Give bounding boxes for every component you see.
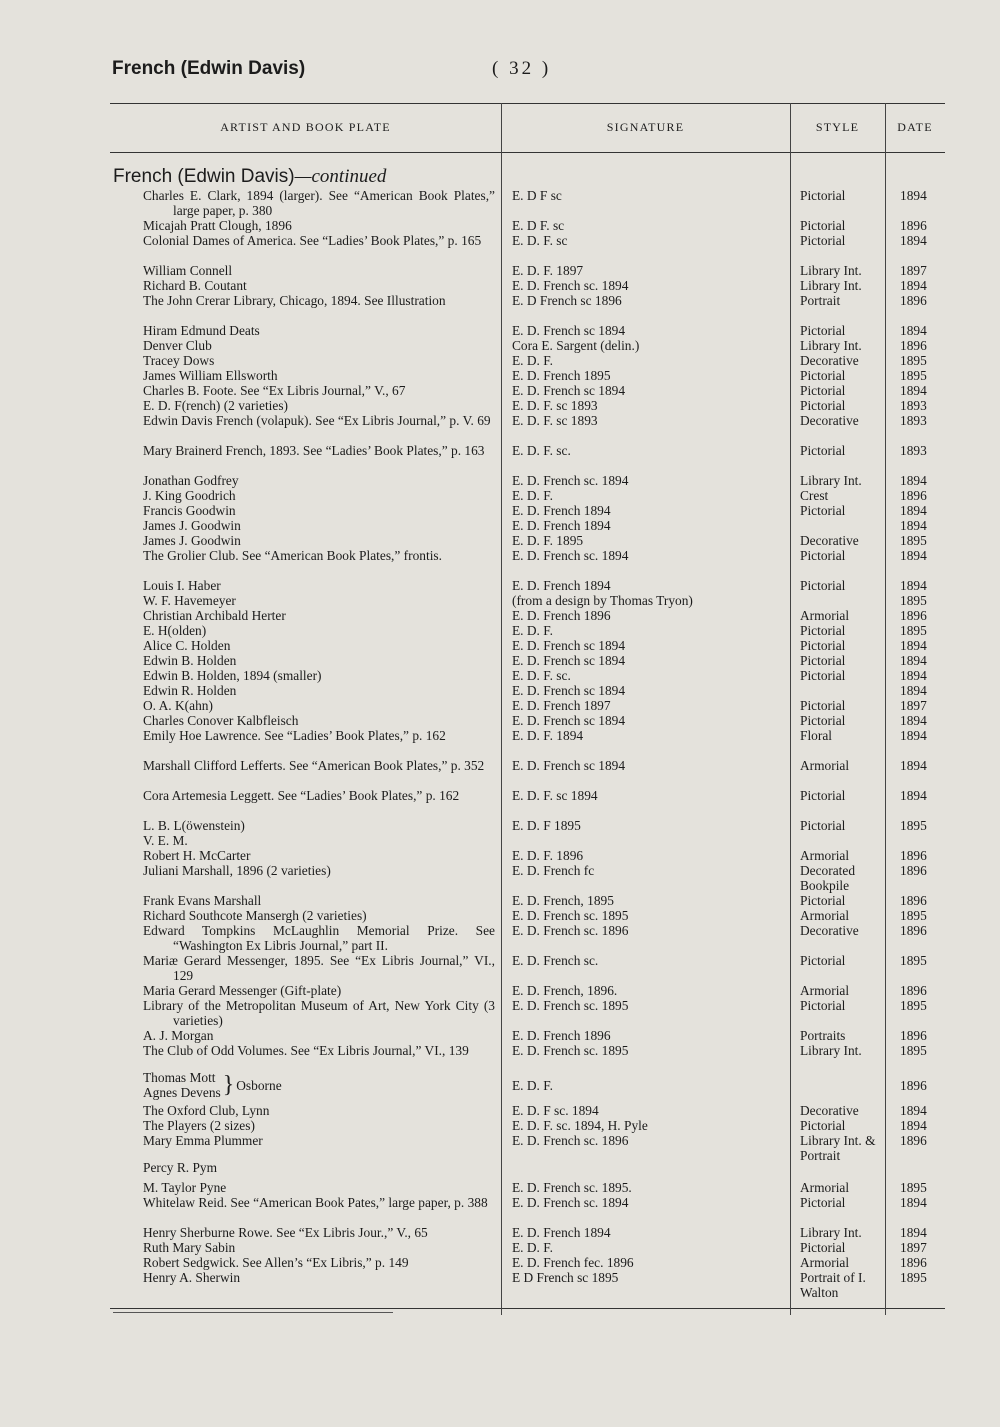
row-artist (143, 698, 495, 713)
row-date: 1894 (900, 1103, 927, 1118)
row-date: 1896 (900, 608, 927, 623)
bracketed-name-list (143, 1070, 221, 1100)
row-artist (143, 788, 495, 803)
row-artist (143, 983, 495, 998)
row-style: Crest (800, 488, 829, 503)
row-style: Pictorial (800, 1195, 846, 1210)
column-header-style: STYLE (815, 120, 860, 134)
artist-entry: Mary Brainerd French, 1893. See “Ladies’ Book Plates,” p. 163 (143, 443, 485, 458)
row-artist (143, 413, 495, 428)
row-signature: E. D. F. 1895 (512, 533, 584, 548)
artist-entry: James J. Goodwin (143, 518, 241, 533)
row-date: 1895 (900, 593, 927, 608)
row-style: Decorative (800, 923, 859, 938)
artist-entry: E. H(olden) (143, 623, 207, 638)
row-artist (143, 263, 495, 278)
artist-entry: Ruth Mary Sabin (143, 1240, 236, 1255)
row-date: 1896 (900, 983, 927, 998)
row-date: 1894 (900, 683, 927, 698)
artist-entry: E. D. F(rench) (2 varieties) (143, 398, 289, 413)
artist-entry: Jonathan Godfrey (143, 473, 239, 488)
row-signature: E. D. French fec. 1896 (512, 1255, 634, 1270)
row-style: Pictorial (800, 443, 846, 458)
column-header-date: DATE (897, 120, 933, 134)
row-style: Library Int. & Portrait (800, 1133, 876, 1163)
row-style: Portrait (800, 293, 841, 308)
row-signature: E. D. F. (512, 1240, 553, 1255)
artist-entry: Edward Tompkins McLaughlin Memorial Prize. See “Washington Ex Libris Journal,” part II. (143, 923, 495, 953)
artist-entry: Robert Sedgwick. See Allen’s “Ex Libris,” p. 149 (143, 1255, 409, 1270)
row-date: 1896 (900, 923, 927, 938)
row-artist (143, 1133, 495, 1148)
artist-entry: Maria Gerard Messenger (Gift-plate) (143, 983, 342, 998)
row-artist (143, 638, 495, 653)
row-date: 1893 (900, 413, 927, 428)
row-signature: E. D. F. sc (512, 233, 568, 248)
row-date: 1896 (900, 1255, 927, 1270)
row-date: 1893 (900, 398, 927, 413)
row-signature: E. D. French sc. 1895 (512, 998, 629, 1013)
row-signature: E. D. French, 1895 (512, 893, 614, 908)
row-date: 1895 (900, 1043, 927, 1058)
row-artist (143, 1180, 495, 1195)
row-style: Pictorial (800, 998, 846, 1013)
row-artist (143, 863, 495, 878)
artist-entry: Louis I. Haber (143, 578, 221, 593)
row-style: Pictorial (800, 398, 846, 413)
row-signature: E. D. French 1894 (512, 578, 611, 593)
artist-entry: O. A. K(ahn) (143, 698, 213, 713)
row-signature: E D French sc 1895 (512, 1270, 619, 1285)
artist-entry: Christian Archibald Herter (143, 608, 286, 623)
row-signature: E. D. French sc. 1896 (512, 1133, 629, 1148)
artist-entry: Cora Artemesia Leggett. See “Ladies’ Book Plates,” p. 162 (143, 788, 460, 803)
artist-entry: The Grolier Club. See “American Book Plates,” frontis. (143, 548, 442, 563)
artist-entry: Edwin Davis French (volapuk). See “Ex Libris Journal,” p. V. 69 (143, 413, 491, 428)
row-signature: E. D. French 1896 (512, 608, 611, 623)
row-date: 1896 (900, 1133, 927, 1148)
row-signature: E. D. French sc 1894 (512, 758, 626, 773)
artist-entry: Library of the Metropolitan Museum of Art, New York City (3 varieties) (143, 998, 495, 1028)
row-signature: E. D. F. 1894 (512, 728, 584, 743)
bracketed-names (143, 1070, 282, 1100)
table-top-rule (110, 103, 945, 104)
row-artist (143, 758, 495, 773)
artist-entry: Whitelaw Reid. See “American Book Pates,” large paper, p. 388 (143, 1195, 488, 1210)
row-style: Library Int. (800, 338, 862, 353)
row-artist (143, 818, 495, 833)
table-bottom-rule (110, 1308, 945, 1309)
row-style: Pictorial (800, 893, 846, 908)
row-date: 1894 (900, 383, 927, 398)
row-style: Pictorial (800, 578, 846, 593)
row-signature: E. D. French sc 1894 (512, 383, 626, 398)
row-signature: E. D. French sc 1894 (512, 683, 626, 698)
artist-entry: J. King Goodrich (143, 488, 236, 503)
artist-entry: The John Crerar Library, Chicago, 1894. See Illustration (143, 293, 446, 308)
row-date: 1894 (900, 503, 927, 518)
row-style: Armorial (800, 848, 850, 863)
row-style: Pictorial (800, 638, 846, 653)
row-style: Pictorial (800, 233, 846, 248)
row-artist (143, 923, 495, 953)
artist-entry: L. B. L(öwenstein) (143, 818, 245, 833)
row-signature: E. D. French sc. 1894 (512, 1195, 629, 1210)
row-date: 1895 (900, 818, 927, 833)
row-date: 1897 (900, 1240, 927, 1255)
row-signature: E. D. French 1897 (512, 698, 611, 713)
row-style: Armorial (800, 758, 850, 773)
row-style: Portraits (800, 1028, 846, 1043)
row-artist (143, 653, 495, 668)
row-signature: E. D. French 1896 (512, 1028, 611, 1043)
row-date: 1894 (900, 788, 927, 803)
row-style: Armorial (800, 1180, 850, 1195)
row-date: 1897 (900, 698, 927, 713)
row-style: Library Int. (800, 473, 862, 488)
row-date: 1896 (900, 863, 927, 878)
row-signature: E. D. F sc. 1894 (512, 1103, 599, 1118)
row-artist (143, 353, 495, 368)
row-signature: E. D. French, 1896. (512, 983, 618, 998)
artist-entry: Edwin R. Holden (143, 683, 237, 698)
row-date: 1895 (900, 953, 927, 968)
row-signature: E. D. F 1895 (512, 818, 581, 833)
row-style: Pictorial (800, 1118, 846, 1133)
section-heading (113, 166, 386, 188)
row-signature: E. D. French sc 1894 (512, 638, 626, 653)
row-date: 1895 (900, 1270, 927, 1285)
row-date: 1894 (900, 1195, 927, 1210)
artist-entry: Juliani Marshall, 1896 (2 varieties) (143, 863, 331, 878)
artist-entry: Mary Emma Plummer (143, 1133, 263, 1148)
row-style: Pictorial (800, 503, 846, 518)
row-artist (143, 278, 495, 293)
section-heading-name: French (Edwin Davis) (113, 166, 295, 187)
row-artist (143, 398, 495, 413)
row-artist (143, 1028, 495, 1043)
row-artist (143, 473, 495, 488)
row-style: Pictorial (800, 1240, 846, 1255)
artist-entry: William Connell (143, 263, 233, 278)
row-date: 1894 (900, 758, 927, 773)
column-divider-date (885, 103, 886, 1315)
row-date: 1894 (900, 188, 927, 203)
row-date: 1894 (900, 653, 927, 668)
bracketed-name: Agnes Devens (143, 1085, 221, 1100)
artist-entry: The Oxford Club, Lynn (143, 1103, 270, 1118)
bottom-hairline (113, 1312, 393, 1313)
row-style: Decorative (800, 533, 859, 548)
row-signature: E. D. French sc. 1895 (512, 1043, 629, 1058)
column-header-artist: ARTIST AND BOOK PLATE (220, 120, 391, 134)
row-date: 1896 (900, 1078, 927, 1093)
brace-glyph: } (222, 1072, 235, 1098)
row-artist (143, 1225, 495, 1240)
row-artist (143, 443, 495, 458)
running-head (112, 58, 942, 88)
row-date: 1894 (900, 1118, 927, 1133)
section-heading-continued: —continued (294, 166, 387, 187)
running-head-title: French (Edwin Davis) (112, 58, 306, 79)
row-artist (143, 338, 495, 353)
row-style: Pictorial (800, 623, 846, 638)
row-artist (143, 1118, 495, 1133)
row-style: Pictorial (800, 188, 846, 203)
artist-entry: Francis Goodwin (143, 503, 236, 518)
row-signature: E. D F. sc (512, 218, 565, 233)
row-style: Pictorial (800, 818, 846, 833)
row-artist (143, 383, 495, 398)
artist-entry: M. Taylor Pyne (143, 1180, 227, 1195)
row-style: Armorial (800, 608, 850, 623)
row-date: 1894 (900, 728, 927, 743)
row-style: Decorated Bookpile (800, 863, 856, 893)
row-signature: E. D. French sc. 1895 (512, 908, 629, 923)
row-signature: E. D. F. 1896 (512, 848, 584, 863)
row-signature: E. D. French fc (512, 863, 595, 878)
row-style: Pictorial (800, 713, 846, 728)
artist-entry: Henry A. Sherwin (143, 1270, 241, 1285)
artist-entry: Percy R. Pym (143, 1160, 218, 1175)
row-signature: E. D. French sc 1894 (512, 653, 626, 668)
row-date: 1896 (900, 338, 927, 353)
row-date: 1896 (900, 293, 927, 308)
row-date: 1894 (900, 638, 927, 653)
row-artist (143, 1043, 495, 1058)
row-style: Pictorial (800, 953, 846, 968)
row-artist (143, 1240, 495, 1255)
row-signature: E. D French sc 1896 (512, 293, 622, 308)
row-signature: E. D. French 1894 (512, 503, 611, 518)
row-date: 1895 (900, 998, 927, 1013)
row-signature: E. D. French sc. 1894 (512, 548, 629, 563)
row-signature: E. D. F. sc. (512, 668, 571, 683)
row-signature: (from a design by Thomas Tryon) (512, 593, 693, 608)
artist-entry: Mariæ Gerard Messenger, 1895. See “Ex Libris Journal,” VI., 129 (143, 953, 495, 983)
column-divider-style (790, 103, 791, 1315)
row-artist (143, 578, 495, 593)
row-signature: E. D. French sc. 1895. (512, 1180, 632, 1195)
row-date: 1897 (900, 263, 927, 278)
row-artist (143, 188, 495, 218)
row-style: Decorative (800, 1103, 859, 1118)
row-artist (143, 548, 495, 563)
row-artist (143, 953, 495, 983)
row-style: Pictorial (800, 788, 846, 803)
row-date: 1894 (900, 473, 927, 488)
row-artist (143, 593, 495, 608)
row-date: 1894 (900, 233, 927, 248)
row-style: Pictorial (800, 368, 846, 383)
row-artist (143, 518, 495, 533)
row-artist (143, 233, 495, 248)
row-date: 1896 (900, 488, 927, 503)
row-date: 1895 (900, 353, 927, 368)
row-artist (143, 908, 495, 923)
row-artist (143, 488, 495, 503)
bracketed-name: Thomas Mott (143, 1070, 216, 1085)
row-style: Pictorial (800, 698, 846, 713)
column-header-signature: SIGNATURE (606, 120, 685, 134)
row-artist (143, 998, 495, 1028)
row-signature: E. D. F. (512, 353, 553, 368)
row-style: Armorial (800, 908, 850, 923)
row-signature: Cora E. Sargent (delin.) (512, 338, 640, 353)
row-signature: E. D. French 1894 (512, 518, 611, 533)
bracketed-surname: Osborne (236, 1077, 282, 1093)
row-artist (143, 1160, 495, 1175)
artist-entry: Charles Conover Kalbfleisch (143, 713, 299, 728)
row-date: 1894 (900, 278, 927, 293)
row-date: 1894 (900, 578, 927, 593)
row-signature: E. D. French sc. 1894 (512, 278, 629, 293)
row-artist (143, 713, 495, 728)
row-artist (143, 728, 495, 743)
row-style: Pictorial (800, 323, 846, 338)
row-date: 1895 (900, 533, 927, 548)
artist-entry: Richard B. Coutant (143, 278, 247, 293)
row-style: Pictorial (800, 668, 846, 683)
row-style: Pictorial (800, 218, 846, 233)
row-artist (143, 293, 495, 308)
row-signature: E. D. French 1895 (512, 368, 611, 383)
row-artist (143, 1103, 495, 1118)
row-signature: E. D. F. sc. (512, 443, 571, 458)
artist-entry: Micajah Pratt Clough, 1896 (143, 218, 292, 233)
row-signature: E. D. F. (512, 488, 553, 503)
row-artist (143, 893, 495, 908)
row-style: Pictorial (800, 653, 846, 668)
row-date: 1894 (900, 518, 927, 533)
artist-entry: Hiram Edmund Deats (143, 323, 260, 338)
row-style: Library Int. (800, 1043, 862, 1058)
row-style: Pictorial (800, 548, 846, 563)
row-date: 1895 (900, 623, 927, 638)
artist-entry: Tracey Dows (143, 353, 215, 368)
row-artist (143, 218, 495, 233)
artist-entry: Charles B. Foote. See “Ex Libris Journal,” V., 67 (143, 383, 406, 398)
artist-entry: W. F. Havemeyer (143, 593, 236, 608)
artist-entry: Richard Southcote Mansergh (2 varieties) (143, 908, 367, 923)
row-signature: E. D. French sc 1894 (512, 713, 626, 728)
row-style: Pictorial (800, 383, 846, 398)
artist-entry: The Club of Odd Volumes. See “Ex Libris Journal,” VI., 139 (143, 1043, 469, 1058)
artist-entry: Edwin B. Holden (143, 653, 237, 668)
row-date: 1896 (900, 893, 927, 908)
row-date: 1894 (900, 548, 927, 563)
row-date: 1896 (900, 848, 927, 863)
artist-entry: Charles E. Clark, 1894 (larger). See “American Book Plates,” large paper, p. 380 (143, 188, 495, 218)
row-date: 1894 (900, 323, 927, 338)
row-signature: E. D. F. sc 1893 (512, 398, 598, 413)
row-date: 1894 (900, 1225, 927, 1240)
row-signature: E. D. F. 1897 (512, 263, 584, 278)
row-artist (143, 503, 495, 518)
row-date: 1895 (900, 1180, 927, 1195)
artist-entry: Colonial Dames of America. See “Ladies’ Book Plates,” p. 165 (143, 233, 482, 248)
row-signature: E. D. French 1894 (512, 1225, 611, 1240)
artist-entry: Edwin B. Holden, 1894 (smaller) (143, 668, 322, 683)
page-number: ( 32 ) (492, 58, 552, 79)
row-style: Decorative (800, 413, 859, 428)
row-style: Decorative (800, 353, 859, 368)
artist-entry: Denver Club (143, 338, 212, 353)
artist-entry: V. E. M. (143, 833, 188, 848)
row-artist (143, 1255, 495, 1270)
row-style: Library Int. (800, 278, 862, 293)
row-artist (143, 608, 495, 623)
artist-entry: The Players (2 sizes) (143, 1118, 255, 1133)
row-style: Armorial (800, 1255, 850, 1270)
row-style: Floral (800, 728, 832, 743)
row-artist (143, 533, 495, 548)
row-date: 1895 (900, 368, 927, 383)
artist-entry: Emily Hoe Lawrence. See “Ladies’ Book Plates,” p. 162 (143, 728, 446, 743)
row-artist (143, 833, 495, 848)
row-signature: E. D F sc (512, 188, 562, 203)
artist-entry: Henry Sherburne Rowe. See “Ex Libris Jour.,” V., 65 (143, 1225, 428, 1240)
row-artist (143, 1070, 495, 1100)
row-style: Library Int. (800, 1225, 862, 1240)
row-date: 1896 (900, 218, 927, 233)
row-date: 1893 (900, 443, 927, 458)
row-style: Portrait of I. Walton (800, 1270, 866, 1300)
row-style: Library Int. (800, 263, 862, 278)
row-artist (143, 668, 495, 683)
row-artist (143, 323, 495, 338)
row-artist (143, 368, 495, 383)
row-signature: E. D. F. sc 1893 (512, 413, 598, 428)
row-artist (143, 1195, 495, 1210)
row-artist (143, 848, 495, 863)
artist-entry: Robert H. McCarter (143, 848, 251, 863)
row-date: 1894 (900, 668, 927, 683)
row-signature: E. D. F. (512, 623, 553, 638)
artist-entry: James William Ellsworth (143, 368, 278, 383)
artist-entry: Frank Evans Marshall (143, 893, 262, 908)
row-style: Armorial (800, 983, 850, 998)
artist-entry: Alice C. Holden (143, 638, 231, 653)
row-signature: E. D. French sc. 1894 (512, 473, 629, 488)
row-artist (143, 1270, 495, 1285)
row-date: 1896 (900, 1028, 927, 1043)
row-artist (143, 683, 495, 698)
artist-entry: James J. Goodwin (143, 533, 241, 548)
row-signature: E. D. French sc 1894 (512, 323, 626, 338)
row-signature: E. D. F. sc. 1894, H. Pyle (512, 1118, 648, 1133)
row-signature: E. D. F. sc 1894 (512, 788, 598, 803)
row-artist (143, 623, 495, 638)
row-signature: E. D. F. (512, 1078, 553, 1093)
row-date: 1894 (900, 713, 927, 728)
artist-entry: A. J. Morgan (143, 1028, 214, 1043)
row-date: 1895 (900, 908, 927, 923)
header-bottom-rule (110, 152, 945, 153)
artist-entry: Marshall Clifford Lefferts. See “American Book Plates,” p. 352 (143, 758, 485, 773)
column-divider-signature (501, 103, 502, 1315)
row-signature: E. D. French sc. (512, 953, 599, 968)
row-signature: E. D. French sc. 1896 (512, 923, 629, 938)
